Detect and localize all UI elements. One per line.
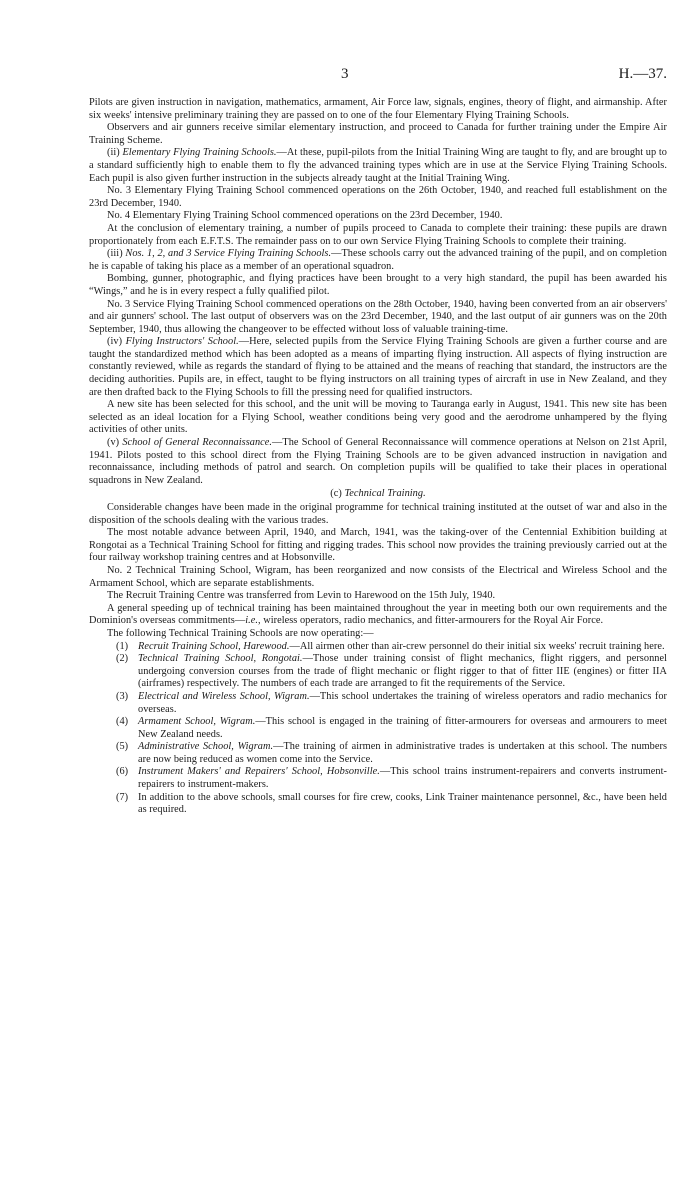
list-item: (7) In addition to the above schools, small courses for fire crew, cooks, Link Trainer maintenance personnel, &c., have been held as required. <box>116 791 667 816</box>
body-text <box>89 97 667 817</box>
paragraph-reconnaissance: (v) School of General Reconnaissance.—The School of General Reconnaissance will commence operations at Nelson on 21st April, 1941. Pilots posted to this school direct from the Flying Training Schools are to be given advanced instruction in navigation and reconnaissance, including methods of patrol and search. On completion pupils will be qualified to take their places in operational squadrons in New Zealand. <box>89 437 668 486</box>
paragraph-new-site: A new site has been selected for this school, and the unit will be moving to Tauranga early in August, 1941. This new site has been selected as an ideal location for a Flying School, weather conditions being very good and the aerodrome unhampered by the flying activities of other units. <box>89 399 667 436</box>
schools-list <box>89 641 667 817</box>
paragraph-changes: Considerable changes have been made in the original programme for technical training instituted at the outset of war and also in the disposition of the schools dealing with the various trades. <box>89 502 667 526</box>
paragraph-service-schools: (iii) Nos. 1, 2, and 3 Service Flying Training Schools.—These schools carry out the advanced training of the pupil, and on completion he is capable of taking his place as a member of an operational squadron. <box>89 248 667 272</box>
paragraph-instructors-school: (iv) Flying Instructors' School.—Here, selected pupils from the Service Flying Training Schools are given a further course and are taught the standardized method which has been adopted as a means of imparting flying instruction. All aspects of flying instruction are constantly reviewed, while as regards the standard of flying to be attained and the means of reaching that standard, the instructors are the deciding authorities. Pupils are, in effect, taught to be flying instructors on all training types of aircraft in use in New Zealand, and they are then drafted back to the Flying Schools to fill the pressing need for qualified instructors. <box>89 336 668 398</box>
paragraph-wigram-reorganized: No. 2 Technical Training School, Wigram, has been reorganized and now consists of the Electrical and Wireless School and the Armament School, which are separate establishments. <box>89 564 667 589</box>
paragraph-practices: Bombing, gunner, photographic, and flying practices have been brought to a very high standard, the pupil has been awarded his “Wings,” and he is in every respect a fully qualified pilot. <box>89 273 667 297</box>
list-item: (5) Administrative School, Wigram.—The training of airmen in administrative trades is undertaken at this school. The numbers are now being reduced as women come into the Service. <box>116 741 668 765</box>
subheading-instructors-school: Flying Instructors' School. <box>125 336 239 348</box>
list-item: (3) Electrical and Wireless School, Wigram.—This school undertakes the training of wireless operators and radio mechanics for overseas. <box>116 690 667 715</box>
list-item: (6) Instrument Makers' and Repairers' School, Hobsonville.—This school trains instrument-repairers and converts instrument-repairers to instrument-makers. <box>116 766 667 791</box>
paragraph-pilot-instruction: Pilots are given instruction in navigation, mathematics, armament, Air Force law, signals, engines, theory of flight, and airmanship. After six weeks' intensive preliminary training they are passed on to one of the four Elementary Flying Training Schools. <box>89 97 667 121</box>
section-heading-technical-training: (c) Technical Training. <box>330 488 426 500</box>
subheading-reconnaissance: School of General Reconnaissance. <box>122 437 273 449</box>
page-number: 3 <box>341 66 349 82</box>
page-header <box>0 66 700 86</box>
paragraph-notable-advance: The most notable advance between April, 1940, and March, 1941, was the taking-over of the Centennial Exhibition building at Rongotai as a Technical Training School for fitting and rigging trades. This school now provides the training previously carried out at the four railway workshop training centres and at Hobsonville. <box>89 527 667 564</box>
paragraph-recruit-centre: The Recruit Training Centre was transferred from Levin to Harewood on the 15th July, 1940. <box>107 590 496 602</box>
paragraph-schools-intro: The following Technical Training Schools are now operating:— <box>107 627 374 639</box>
list-item: (1) Recruit Training School, Harewood.—All airmen other than air-crew personnel do their initial six weeks' recruit training here. <box>116 640 665 652</box>
paragraph-speeding-up: A general speeding up of technical training has been maintained throughout the year in meeting both our own requirements and the Dominion's overseas commitments—i.e., wireless operators, radio mechanics, and fitter-armourers for the Royal Air Force. <box>89 602 667 627</box>
paragraph-no3-sfts: No. 3 Service Flying Training School commenced operations on the 28th October, 1940, having been converted from an air observers' and air gunners' school. The last output of observers was on the 23rd December, 1940, and the last output of air gunners was on the 20th September, 1940, thus allowing the changeover to be effected without loss of valuable training-time. <box>89 298 667 335</box>
paragraph-no3-efts: No. 3 Elementary Flying Training School commenced operations on the 26th October, 1940, and reached full establishment on the 23rd December, 1940. <box>89 185 667 209</box>
subheading-service-schools: Nos. 1, 2, and 3 Service Flying Training Schools. <box>125 248 332 260</box>
paragraph-observers: Observers and air gunners receive similar elementary instruction, and proceed to Canada for further training under the Empire Air Training Scheme. <box>89 122 667 146</box>
paragraph-conclusion-elementary: At the conclusion of elementary training, a number of pupils proceed to Canada to complete their training: these pupils are drawn proportionately from each E.F.T.S. The remainder pass on to our own Service Flying Training Schools to complete their training. <box>89 222 667 247</box>
list-item: (2) Technical Training School, Rongotai.—Those under training consist of flight mechanics, flight riggers, and personnel undergoing conversion courses from the trade of flight mechanic or flight rigger to that of fitter IIE (engines) or fitter IIA (airframes) respectively. The numbers of each trade are arranged to fit the requirements of the Service. <box>116 653 667 690</box>
list-item: (4) Armament School, Wigram.—This school is engaged in the training of fitter-armourers for overseas and armourers to meet New Zealand needs. <box>116 716 668 740</box>
subheading-elementary-schools: Elementary Flying Training Schools. <box>122 147 277 159</box>
document-reference: H.—37. <box>618 66 667 82</box>
paragraph-no4-efts: No. 4 Elementary Flying Training School commenced operations on the 23rd December, 1940. <box>107 210 503 222</box>
paragraph-elementary-schools: (ii) Elementary Flying Training Schools.—At these, pupil-pilots from the Initial Training Wing are taught to fly, and are brought up to a standard sufficiently high to enable them to fly the advanced training types which are in use at the Service Flying Training Schools. Each pupil is also given further instruction in the subjects already taught at the Initial Training Wing. <box>89 147 667 184</box>
